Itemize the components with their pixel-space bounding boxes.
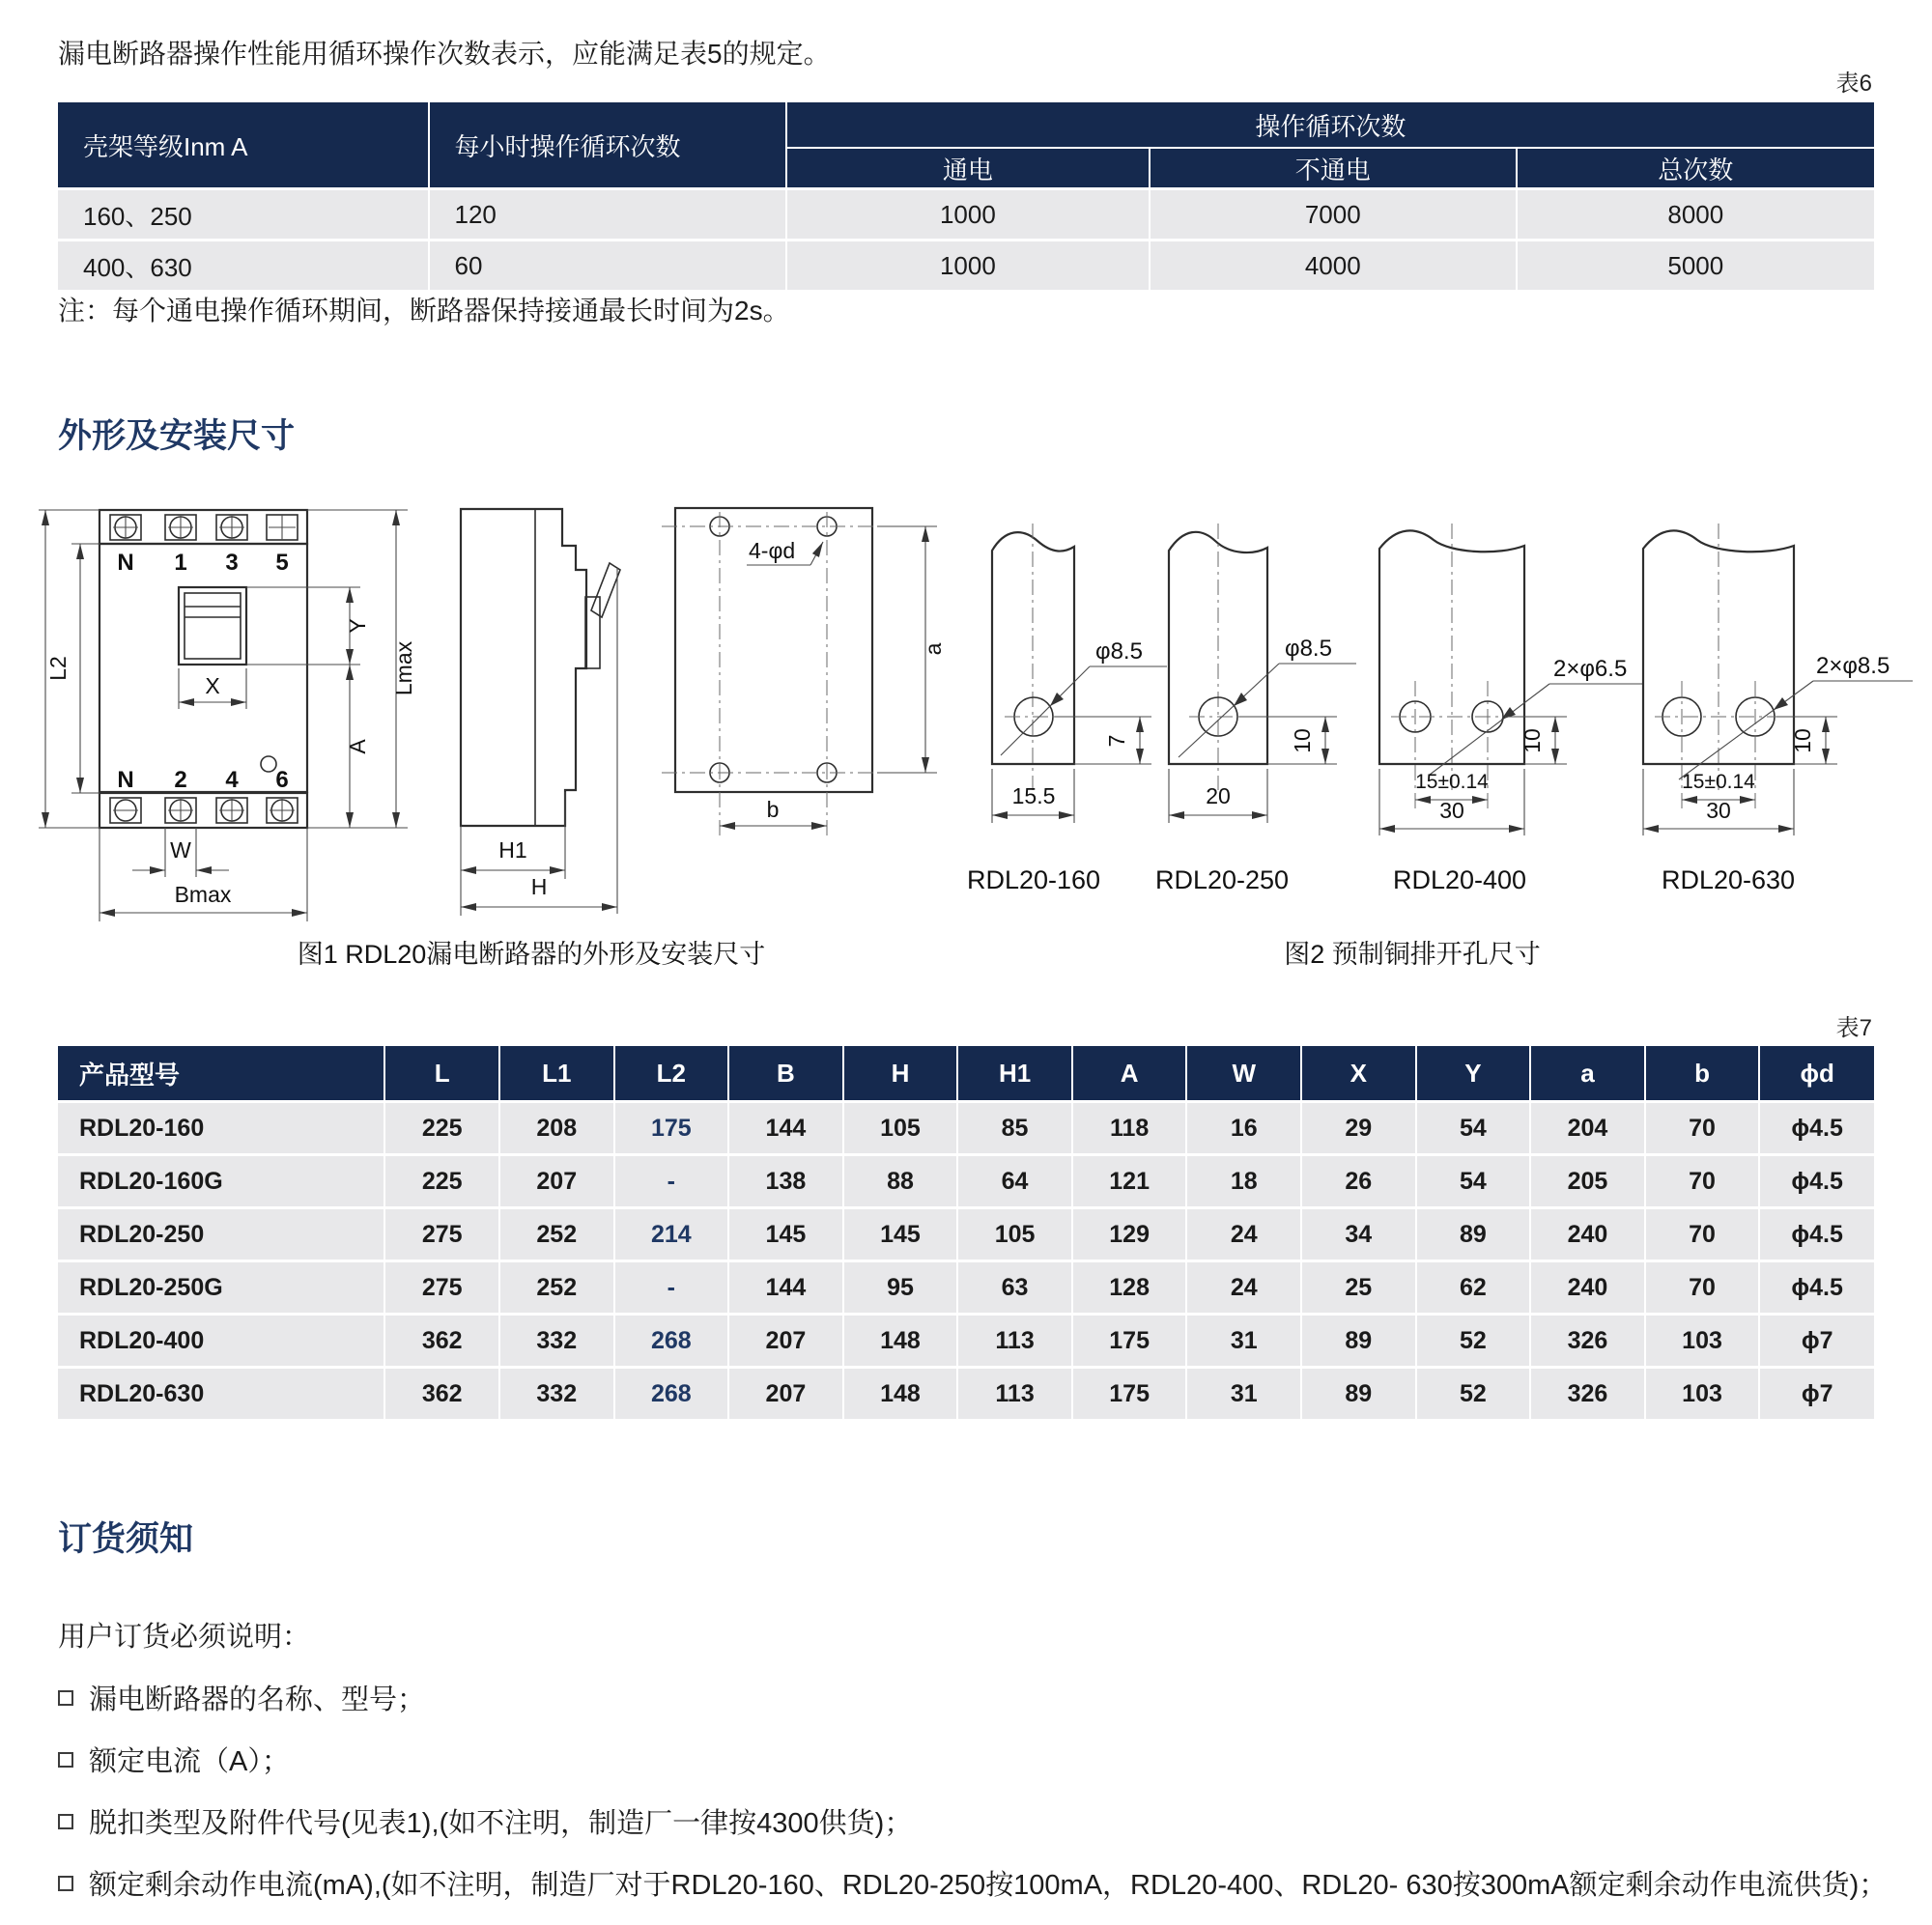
table-row	[58, 1261, 1874, 1315]
table-cell: 121	[1072, 1155, 1187, 1208]
table-cell: ϕ7	[1759, 1315, 1874, 1368]
table6-header-frame: 壳架等级Inm A	[58, 102, 429, 189]
table-cell: 88	[843, 1155, 958, 1208]
table-cell: 362	[384, 1368, 499, 1421]
table7-header-model: 产品型号	[58, 1046, 384, 1102]
busbar-model-label: RDL20-250	[1154, 865, 1290, 894]
table6-header-deenergized: 不通电	[1150, 148, 1517, 189]
busbar-rdl20-630	[1643, 524, 1913, 894]
table-row	[58, 1368, 1874, 1421]
table7-header-b: B	[728, 1046, 843, 1102]
bullet-square-icon	[58, 1876, 73, 1891]
table7-tag: 表7	[1835, 1015, 1872, 1041]
dim-label-hole3: 2×φ6.5	[1553, 656, 1628, 682]
terminal-label: N	[117, 767, 134, 793]
table-cell: 89	[1301, 1368, 1416, 1421]
dim-label-d3: 10	[1520, 728, 1545, 753]
ordering-item	[58, 1740, 1903, 1779]
ordering-item-text: 额定电流（A）；	[89, 1746, 290, 1777]
terminal-label: 3	[225, 550, 239, 576]
dim-label-l2: L2	[45, 656, 71, 681]
dim-label-w: W	[170, 837, 191, 863]
dim-label-w1: 15.5	[1011, 783, 1056, 808]
table-cell: 54	[1416, 1155, 1531, 1208]
dim-label-x: X	[205, 673, 220, 698]
table-cell: 113	[957, 1315, 1072, 1368]
table7-header-phid: ϕd	[1759, 1046, 1874, 1102]
table-cell: 275	[384, 1261, 499, 1315]
table-cell: 160、250	[58, 189, 429, 241]
table-cell: 63	[957, 1261, 1072, 1315]
table-cell: 145	[843, 1208, 958, 1261]
dimensions-table	[58, 1046, 1874, 1422]
table-cell: 144	[728, 1102, 843, 1155]
table-cell: 326	[1530, 1315, 1645, 1368]
busbar-rdl20-400	[1379, 524, 1642, 894]
table-cell: 225	[384, 1155, 499, 1208]
busbar-rdl20-250	[1155, 524, 1356, 894]
ordering-section	[58, 1513, 1903, 1925]
mounting-plate-view	[662, 508, 946, 835]
table-cell: 95	[843, 1261, 958, 1315]
table-cell: 205	[1530, 1155, 1645, 1208]
dim-label-d2: 10	[1290, 728, 1315, 753]
terminal-label: 6	[275, 767, 289, 793]
table-cell: 1000	[786, 241, 1150, 292]
table-cell: 34	[1301, 1208, 1416, 1261]
table-cell: 70	[1645, 1102, 1760, 1155]
breaker-side-view	[461, 509, 620, 916]
dim-label-p2: 15±0.14	[1682, 771, 1755, 793]
table-cell: ϕ4.5	[1759, 1102, 1874, 1155]
table6-tag: 表6	[1835, 71, 1872, 97]
table-cell: 31	[1186, 1315, 1301, 1368]
intro-paragraph: 漏电断路器操作性能用循环操作次数表示，应能满足表5的规定。	[58, 39, 831, 69]
table6-header-total: 总次数	[1517, 148, 1874, 189]
busbar-model-label: RDL20-160	[966, 865, 1101, 894]
table6-body	[58, 189, 1874, 292]
table7-header-l2: L2	[614, 1046, 729, 1102]
table-cell: 252	[499, 1261, 614, 1315]
table7-body	[58, 1102, 1874, 1421]
table7-header-x: X	[1301, 1046, 1416, 1102]
operation-cycles-table	[58, 102, 1874, 293]
table-cell: 62	[1416, 1261, 1531, 1315]
table-cell: RDL20-630	[58, 1368, 384, 1421]
table7-header-y: Y	[1416, 1046, 1531, 1102]
table-cell: ϕ4.5	[1759, 1261, 1874, 1315]
terminal-label: 4	[225, 767, 239, 793]
dim-label-hole4: 2×φ8.5	[1816, 653, 1890, 679]
table-cell: 113	[957, 1368, 1072, 1421]
table-cell: 25	[1301, 1261, 1416, 1315]
terminal-label: 5	[275, 550, 289, 576]
terminal-label: 2	[174, 767, 187, 793]
table6-header	[58, 102, 1874, 189]
table-cell: 128	[1072, 1261, 1187, 1315]
table-cell: -	[614, 1155, 729, 1208]
table6-header-group: 操作循环次数	[786, 102, 1874, 148]
table-cell: 70	[1645, 1261, 1760, 1315]
dim-label-plate-b: b	[766, 797, 780, 822]
table-cell: 208	[499, 1102, 614, 1155]
table-cell: 70	[1645, 1155, 1760, 1208]
table-cell: 105	[843, 1102, 958, 1155]
dim-label-bmax: Bmax	[174, 882, 232, 907]
table7-header-bb: b	[1645, 1046, 1760, 1102]
table6-header-per-hour: 每小时操作循环次数	[429, 102, 786, 189]
table-cell: 89	[1416, 1208, 1531, 1261]
dim-label-a: A	[345, 739, 370, 754]
ordering-item	[58, 1678, 1903, 1717]
table-row	[58, 241, 1874, 292]
table7-header-w: W	[1186, 1046, 1301, 1102]
dim-label-d1: 7	[1104, 734, 1129, 748]
table-cell: 207	[728, 1315, 843, 1368]
table-cell: 105	[957, 1208, 1072, 1261]
table-cell: 214	[614, 1208, 729, 1261]
table6-note: 注：每个通电操作循环期间，断路器保持接通最长时间为2s。	[58, 296, 790, 326]
table-row	[58, 1155, 1874, 1208]
table7-header-l1: L1	[499, 1046, 614, 1102]
table-cell: 89	[1301, 1315, 1416, 1368]
table-row	[58, 1102, 1874, 1155]
dim-label-d4: 10	[1790, 728, 1815, 753]
figure2-caption: 图2 预制铜排开孔尺寸	[1284, 940, 1541, 969]
busbar-rdl20-160	[967, 524, 1167, 894]
table-cell: 148	[843, 1368, 958, 1421]
table7-header	[58, 1046, 1874, 1102]
table-cell: 5000	[1517, 241, 1874, 292]
table7-header-aa: a	[1530, 1046, 1645, 1102]
dim-label-holes: 4-φd	[749, 538, 796, 563]
table-cell: 268	[614, 1315, 729, 1368]
breaker-front-view	[39, 510, 416, 921]
table-cell: 129	[1072, 1208, 1187, 1261]
table-cell: 18	[1186, 1155, 1301, 1208]
table-cell: 240	[1530, 1261, 1645, 1315]
table-cell: 103	[1645, 1368, 1760, 1421]
table-cell: 332	[499, 1315, 614, 1368]
table-cell: 268	[614, 1368, 729, 1421]
table7-header-h1: H1	[957, 1046, 1072, 1102]
table-cell: 85	[957, 1102, 1072, 1155]
ordering-item-text: 漏电断路器的名称、型号；	[89, 1684, 426, 1715]
table-cell: 175	[614, 1102, 729, 1155]
table-cell: RDL20-400	[58, 1315, 384, 1368]
dim-label-y: Y	[345, 618, 370, 634]
table7-header-l: L	[384, 1046, 499, 1102]
breaker-handle	[179, 587, 246, 665]
busbar-model-label: RDL20-630	[1661, 865, 1796, 894]
dim-label-p1: 15±0.14	[1415, 771, 1489, 793]
table-cell: 31	[1186, 1368, 1301, 1421]
table-cell: 64	[957, 1155, 1072, 1208]
bullet-square-icon	[58, 1752, 73, 1768]
table-cell: 24	[1186, 1261, 1301, 1315]
section-title-ordering: 订货须知	[58, 1520, 194, 1558]
table-cell: 26	[1301, 1155, 1416, 1208]
table-cell: ϕ4.5	[1759, 1155, 1874, 1208]
table-cell: RDL20-250	[58, 1208, 384, 1261]
dim-label-plate-a: a	[921, 642, 946, 656]
ordering-intro: 用户订货必须说明：	[58, 1622, 311, 1653]
table-cell: -	[614, 1261, 729, 1315]
dim-label-w2: 20	[1206, 783, 1231, 808]
table-cell: ϕ7	[1759, 1368, 1874, 1421]
table-cell: 70	[1645, 1208, 1760, 1261]
dim-label-hole1: φ8.5	[1095, 638, 1143, 665]
figure1-drawing	[39, 502, 947, 939]
table-cell: 252	[499, 1208, 614, 1261]
table-cell: 207	[728, 1368, 843, 1421]
table-cell: 7000	[1150, 189, 1517, 241]
table-cell: 8000	[1517, 189, 1874, 241]
table-cell: 326	[1530, 1368, 1645, 1421]
ordering-item-text: 脱扣类型及附件代号(见表1),(如不注明，制造厂一律按4300供货)；	[89, 1808, 913, 1839]
dim-label-w4: 30	[1706, 798, 1731, 823]
table-cell: 240	[1530, 1208, 1645, 1261]
table-row	[58, 1315, 1874, 1368]
table-cell: 54	[1416, 1102, 1531, 1155]
section-title-dimensions: 外形及安装尺寸	[58, 417, 296, 455]
table-cell: 52	[1416, 1368, 1531, 1421]
dim-label-hole2: φ8.5	[1285, 636, 1332, 662]
table-cell: 118	[1072, 1102, 1187, 1155]
table-cell: 4000	[1150, 241, 1517, 292]
dim-label-h: H	[530, 874, 548, 899]
table-cell: 275	[384, 1208, 499, 1261]
ordering-item	[58, 1863, 1903, 1903]
table-cell: 400、630	[58, 241, 429, 292]
table-cell: 16	[1186, 1102, 1301, 1155]
ordering-item	[58, 1801, 1903, 1841]
table7-header-a: A	[1072, 1046, 1187, 1102]
busbar-model-label: RDL20-400	[1392, 865, 1527, 894]
dim-label-lmax: Lmax	[391, 640, 416, 696]
table-cell: 1000	[786, 189, 1150, 241]
table-row	[58, 189, 1874, 241]
bullet-square-icon	[58, 1690, 73, 1706]
table-cell: 138	[728, 1155, 843, 1208]
table-cell: 332	[499, 1368, 614, 1421]
table-cell: 145	[728, 1208, 843, 1261]
table-cell: 52	[1416, 1315, 1531, 1368]
table-cell: RDL20-160G	[58, 1155, 384, 1208]
table-cell: 362	[384, 1315, 499, 1368]
table-cell: 120	[429, 189, 786, 241]
terminal-label: 1	[174, 550, 187, 576]
table7-header-h: H	[843, 1046, 958, 1102]
table-cell: 204	[1530, 1102, 1645, 1155]
table-cell: ϕ4.5	[1759, 1208, 1874, 1261]
dim-label-h1: H1	[498, 837, 527, 863]
table-row	[58, 1208, 1874, 1261]
table-cell: RDL20-160	[58, 1102, 384, 1155]
dim-label-w3: 30	[1439, 798, 1464, 823]
table-cell: 144	[728, 1261, 843, 1315]
table-cell: 60	[429, 241, 786, 292]
table-cell: 24	[1186, 1208, 1301, 1261]
table-cell: 103	[1645, 1315, 1760, 1368]
ordering-item-text: 额定剩余动作电流(mA),(如不注明，制造厂对于RDL20-160、RDL20-250按100mA，RDL20-400、RDL20- 630按300mA额定剩余动作电流供货)；	[89, 1870, 1888, 1901]
figure1-caption: 图1 RDL20漏电断路器的外形及安装尺寸	[297, 940, 766, 969]
figure2-drawing	[966, 502, 1932, 929]
table-cell: 225	[384, 1102, 499, 1155]
table6-header-energized: 通电	[786, 148, 1150, 189]
table-cell: RDL20-250G	[58, 1261, 384, 1315]
table-cell: 207	[499, 1155, 614, 1208]
table-cell: 148	[843, 1315, 958, 1368]
table-cell: 175	[1072, 1368, 1187, 1421]
bullet-square-icon	[58, 1814, 73, 1829]
table-cell: 175	[1072, 1315, 1187, 1368]
table-cell: 29	[1301, 1102, 1416, 1155]
terminal-label: N	[117, 550, 134, 576]
